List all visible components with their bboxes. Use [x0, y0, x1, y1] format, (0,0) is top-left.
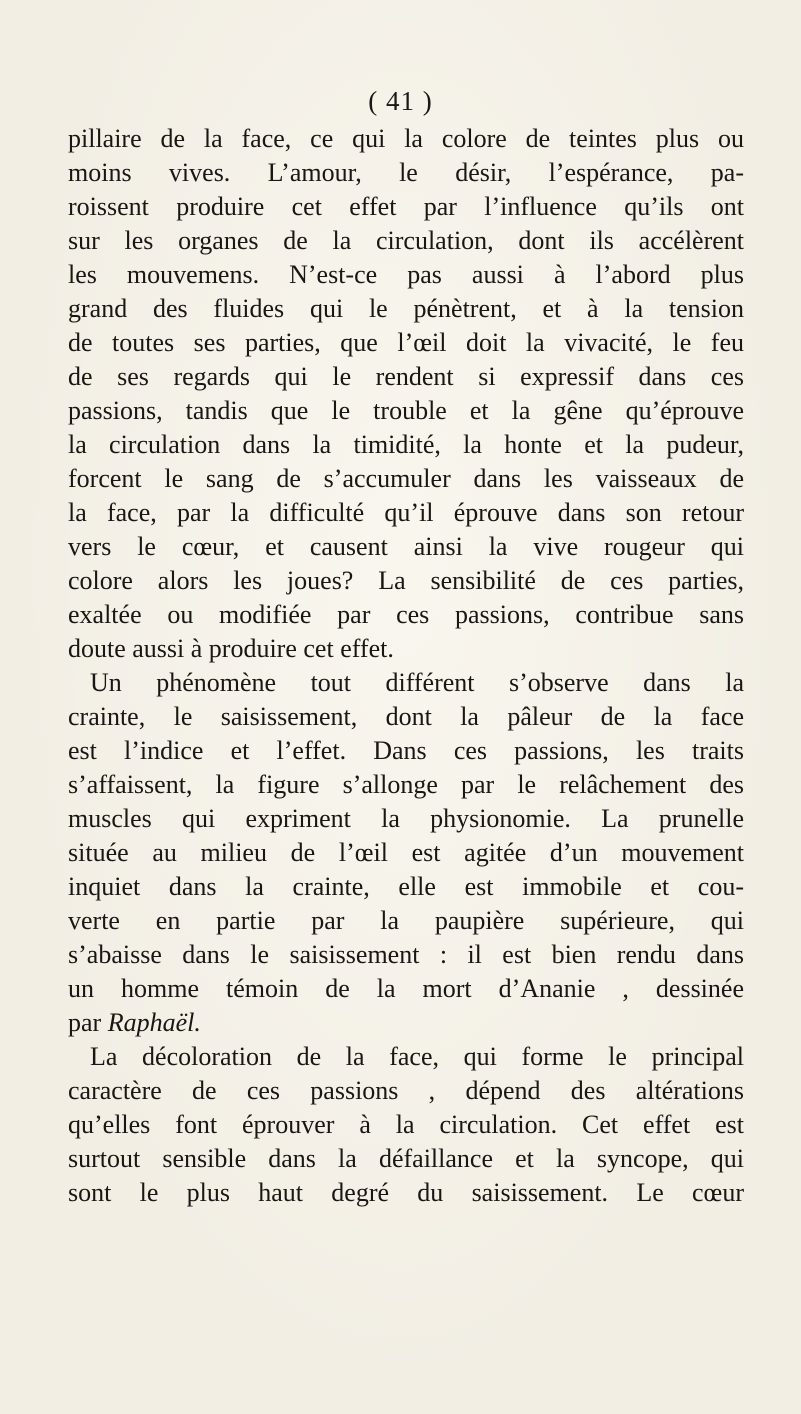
text-line: est l’indice et l’effet. Dans ces passions, les traits: [68, 736, 744, 765]
text-line: la face, par la difficulté qu’il éprouve dans son retour: [68, 498, 744, 527]
text-line: les mouvemens. N’est-ce pas aussi à l’abord plus: [68, 260, 744, 289]
text-line: muscles qui expriment la physionomie. La prunelle: [68, 804, 744, 833]
text-line: colore alors les joues? La sensibilité de ces parties,: [68, 566, 744, 595]
text-line: pillaire de la face, ce qui la colore de teintes plus ou: [68, 124, 744, 153]
paragraph-start-line: La décoloration de la face, qui forme le principal: [90, 1042, 744, 1071]
text-line: crainte, le saisissement, dont la pâleur de la face: [68, 702, 744, 731]
text-line: sont le plus haut degré du saisissement. Le cœur: [68, 1178, 744, 1207]
body-text: [68, 122, 744, 1210]
text-line: grand des fluides qui le pénètrent, et à la tension: [68, 294, 744, 323]
text-line: qu’elles font éprouver à la circulation. Cet effet est: [68, 1110, 744, 1139]
text-line: roissent produire cet effet par l’influence qu’ils ont: [68, 192, 744, 221]
text-line: située au milieu de l’œil est agitée d’un mouvement: [68, 838, 744, 867]
text-line: la circulation dans la timidité, la honte et la pudeur,: [68, 430, 744, 459]
text-fragment: par: [68, 1008, 102, 1037]
text-line: exaltée ou modifiée par ces passions, contribue sans: [68, 600, 744, 629]
text-line: de toutes ses parties, que l’œil doit la vivacité, le feu: [68, 328, 744, 357]
text-line: sur les organes de la circulation, dont ils accélèrent: [68, 226, 744, 255]
paragraph-start-line: Un phénomène tout différent s’observe dans la: [90, 668, 744, 697]
text-line: s’abaisse dans le saisissement : il est bien rendu dans: [68, 940, 744, 969]
text-line: s’affaissent, la figure s’allonge par le relâchement des: [68, 770, 744, 799]
text-line: moins vives. L’amour, le désir, l’espérance, pa-: [68, 158, 744, 187]
text-line: un homme témoin de la mort d’Ananie , dessinée: [68, 974, 744, 1003]
artist-name-italic: Raphaël.: [107, 1008, 201, 1037]
text-line: verte en partie par la paupière supérieure, qui: [68, 906, 744, 935]
text-line: de ses regards qui le rendent si expressif dans ces: [68, 362, 744, 391]
text-line: vers le cœur, et causent ainsi la vive rougeur qui: [68, 532, 744, 561]
text-line: doute aussi à produire cet effet.: [68, 634, 394, 663]
page-number: ( 41 ): [368, 86, 433, 116]
text-line: forcent le sang de s’accumuler dans les vaisseaux de: [68, 464, 744, 493]
text-line: inquiet dans la crainte, elle est immobile et cou-: [68, 872, 744, 901]
text-line: surtout sensible dans la défaillance et la syncope, qui: [68, 1144, 744, 1173]
text-line-with-italic: [68, 1006, 744, 1040]
text-line: passions, tandis que le trouble et la gêne qu’éprouve: [68, 396, 744, 425]
text-line: caractère de ces passions , dépend des altérations: [68, 1076, 744, 1105]
